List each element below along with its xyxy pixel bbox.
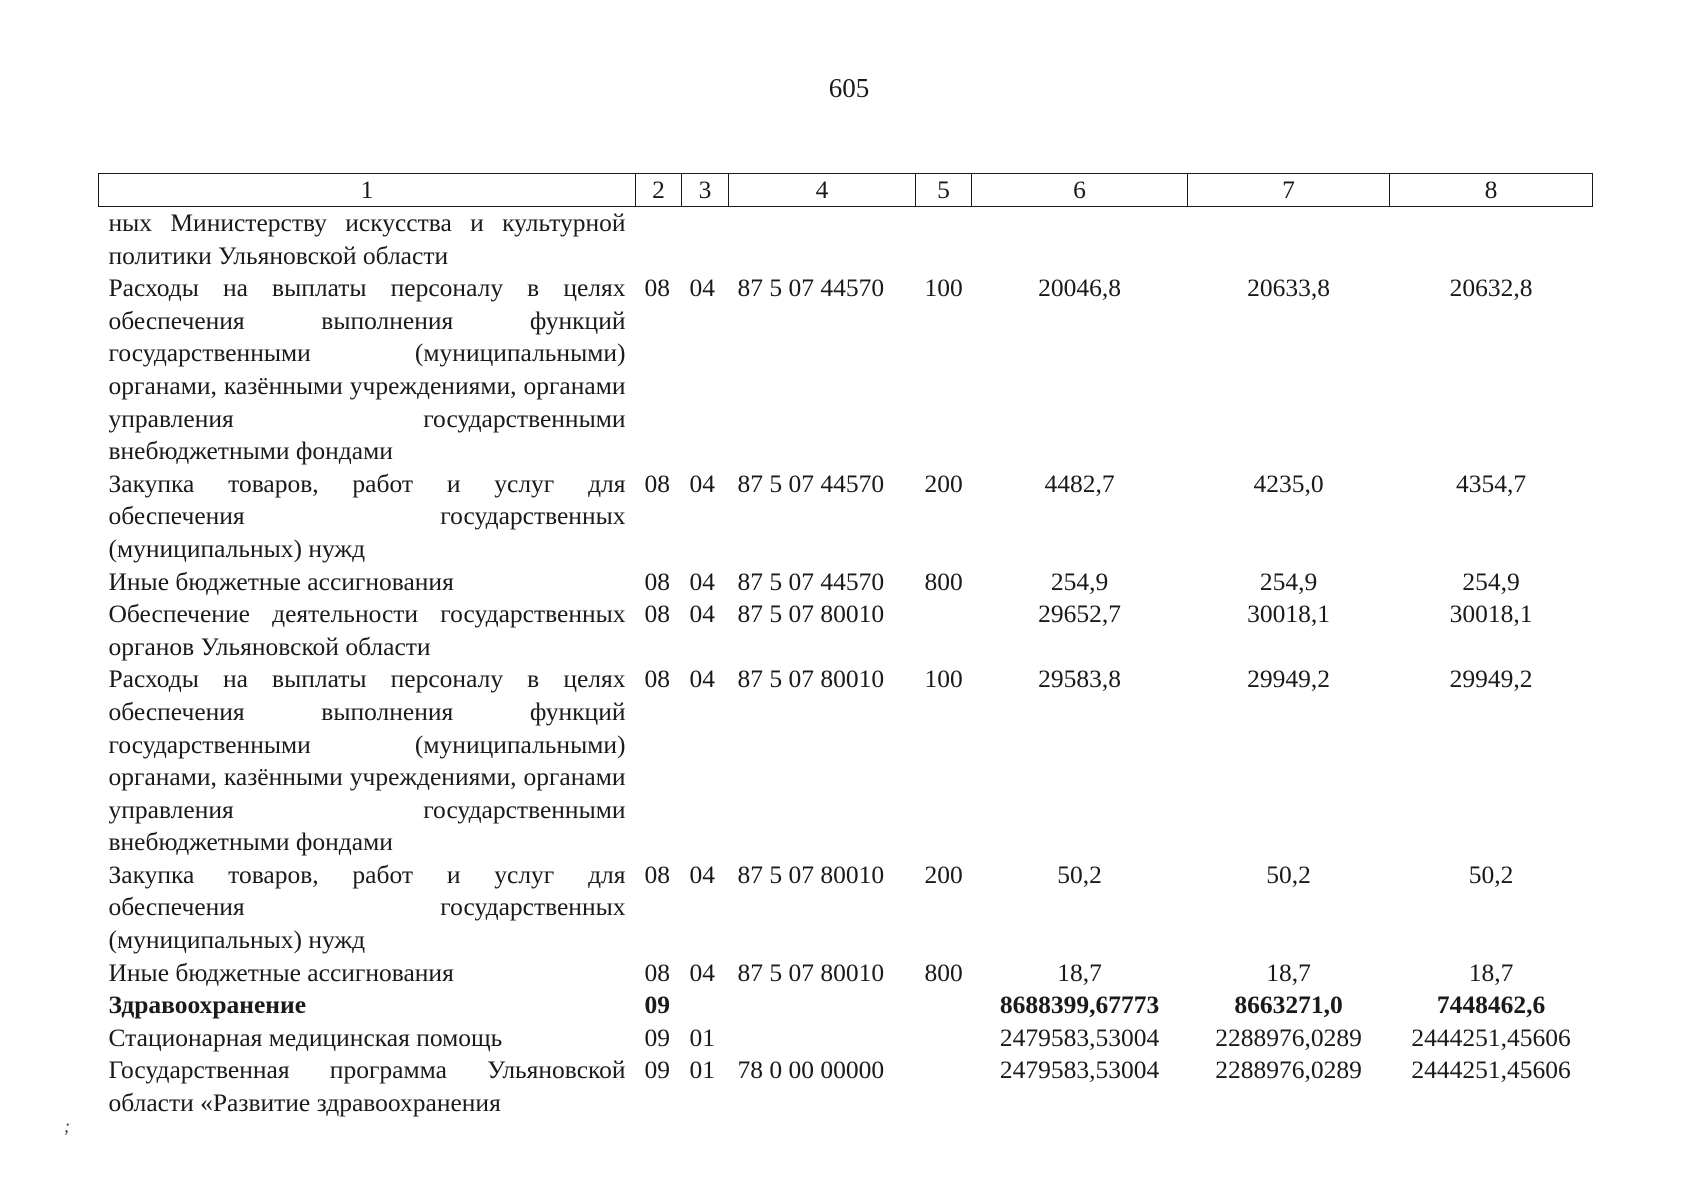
row-expense-type: 200	[924, 468, 963, 498]
row-amount-col7: 4235,0	[1253, 468, 1324, 498]
row-target-article: 87 5 07 80010	[737, 664, 885, 694]
row-section	[636, 207, 682, 273]
row-subsection: 04	[689, 273, 715, 303]
header-col-8: 8	[1390, 174, 1593, 207]
row-section: 08	[644, 664, 670, 694]
row-section: 08	[644, 957, 670, 987]
row-section: 08	[644, 273, 670, 303]
row-subsection: 04	[689, 566, 715, 596]
row-amount-col6: 20046,8	[1038, 273, 1121, 303]
row-subsection: 01	[689, 1022, 715, 1052]
row-expense-type: 800	[924, 957, 963, 987]
row-amount-col8: 254,9	[1462, 566, 1520, 596]
row-amount-col6: 29583,8	[1038, 664, 1121, 694]
row-amount-col8: 2444251,45606	[1411, 1022, 1571, 1052]
row-section: 09	[644, 1022, 670, 1052]
row-amount-col8	[1390, 207, 1593, 273]
header-col-1: 1	[99, 174, 636, 207]
row-amount-col6: 29652,7	[1038, 599, 1121, 629]
row-expense-type	[916, 989, 972, 1022]
row-amount-col8: 4354,7	[1455, 468, 1527, 498]
row-amount-col7: 2288976,0289	[1215, 1022, 1362, 1052]
row-amount-col6	[972, 207, 1188, 273]
row-amount-col8: 20632,8	[1449, 273, 1533, 303]
row-amount-col8: 30018,1	[1449, 599, 1533, 629]
row-name: Государственная программа Ульяновской области «Развитие здравоохранения	[108, 1055, 626, 1118]
row-section: 08	[644, 566, 670, 596]
row-section: 08	[644, 859, 670, 889]
row-subsection: 04	[689, 468, 715, 498]
row-name: Расходы на выплаты персоналу в целях обеспечения выполнения функций государственными (муниципальными) органами, казёнными учреждениями, органами управления государственными внебюджетными фондами	[108, 664, 626, 857]
row-expense-type	[916, 598, 972, 663]
table-header	[99, 174, 1593, 207]
row-amount-col6: 18,7	[1057, 957, 1102, 987]
row-name: Обеспечение деятельности государственных органов Ульяновской области	[108, 599, 626, 661]
row-name: Закупка товаров, работ и услуг для обеспечения государственных (муниципальных) нужд	[108, 468, 626, 563]
row-target-article: 87 5 07 80010	[737, 957, 885, 987]
header-col-5: 5	[916, 174, 972, 207]
row-amount-col7	[1188, 207, 1390, 273]
header-col-7: 7	[1188, 174, 1390, 207]
table-row	[99, 207, 1593, 273]
table-row	[99, 598, 1593, 663]
row-amount-col8: 29949,2	[1449, 664, 1533, 694]
row-name: Стационарная медицинская помощь	[108, 1022, 503, 1052]
table-row	[99, 1022, 1593, 1055]
table-row	[99, 859, 1593, 957]
header-col-4: 4	[729, 174, 916, 207]
header-col-6: 6	[972, 174, 1188, 207]
header-col-2: 2	[636, 174, 682, 207]
row-target-article	[729, 989, 916, 1022]
row-expense-type	[916, 1022, 972, 1055]
row-name: Закупка товаров, работ и услуг для обеспечения государственных (муниципальных) нужд	[108, 859, 626, 955]
row-section: 09	[644, 1055, 670, 1085]
row-name: Иные бюджетные ассигнования	[108, 957, 454, 987]
row-subsection: 04	[689, 599, 715, 629]
row-subsection	[682, 207, 729, 273]
row-subsection: 04	[689, 859, 715, 889]
table-row	[99, 957, 1593, 990]
row-amount-col7: 20633,8	[1247, 273, 1330, 303]
row-subsection: 01	[689, 1055, 715, 1085]
row-name: Расходы на выплаты персоналу в целях обеспечения выполнения функций государственными (муниципальными) органами, казёнными учреждениями, органами управления государственными внебюджетными фондами	[108, 273, 626, 466]
table-body	[99, 207, 1593, 1120]
row-expense-type	[916, 1054, 972, 1119]
header-row	[99, 174, 1593, 207]
row-amount-col8: 2444251,45606	[1411, 1055, 1571, 1085]
page-number: 605	[828, 73, 870, 103]
row-amount-col6: 4482,7	[1044, 468, 1115, 498]
table-row	[99, 989, 1593, 1022]
row-amount-col7: 8663271,0	[1234, 990, 1343, 1020]
table-row	[99, 468, 1593, 566]
row-amount-col7: 29949,2	[1247, 664, 1330, 694]
table-row	[99, 1054, 1593, 1119]
row-target-article: 87 5 07 44570	[737, 273, 885, 303]
budget-table	[98, 173, 1593, 1120]
row-expense-type: 800	[924, 566, 963, 596]
row-section: 08	[644, 468, 670, 498]
row-name: Здравоохранение	[108, 990, 307, 1020]
row-expense-type: 100	[924, 273, 963, 303]
row-target-article	[729, 207, 916, 273]
row-target-article: 78 0 00 00000	[737, 1055, 885, 1085]
row-amount-col6: 2479583,53004	[999, 1022, 1160, 1052]
header-col-3: 3	[682, 174, 729, 207]
row-target-article: 87 5 07 44570	[737, 566, 885, 596]
row-expense-type: 200	[924, 859, 963, 889]
row-target-article: 87 5 07 44570	[737, 468, 885, 498]
row-amount-col7: 254,9	[1259, 566, 1318, 596]
table-row	[99, 663, 1593, 859]
row-expense-type	[916, 207, 972, 273]
table-row	[99, 272, 1593, 468]
row-amount-col7: 50,2	[1266, 859, 1311, 889]
row-amount-col6: 50,2	[1057, 859, 1102, 889]
table-row	[99, 566, 1593, 599]
row-amount-col8: 50,2	[1468, 859, 1514, 889]
row-amount-col6: 254,9	[1050, 566, 1109, 596]
row-section: 09	[644, 990, 670, 1020]
row-subsection: 04	[689, 664, 715, 694]
row-name: Иные бюджетные ассигнования	[108, 566, 454, 596]
row-amount-col8: 18,7	[1468, 957, 1514, 987]
row-expense-type: 100	[924, 664, 963, 694]
row-amount-col7: 30018,1	[1247, 599, 1330, 629]
row-target-article	[729, 1022, 916, 1055]
row-amount-col7: 18,7	[1266, 957, 1311, 987]
row-amount-col6: 8688399,67773	[999, 990, 1160, 1020]
row-section: 08	[644, 599, 670, 629]
row-subsection: 04	[689, 957, 715, 987]
row-target-article: 87 5 07 80010	[737, 599, 885, 629]
row-name: ных Министерству искусства и культурной политики Ульяновской области	[108, 208, 626, 270]
row-amount-col8: 7448462,6	[1436, 990, 1546, 1020]
row-subsection	[682, 989, 729, 1022]
row-amount-col7: 2288976,0289	[1215, 1055, 1362, 1085]
row-target-article: 87 5 07 80010	[737, 859, 885, 889]
row-amount-col6: 2479583,53004	[999, 1055, 1160, 1085]
